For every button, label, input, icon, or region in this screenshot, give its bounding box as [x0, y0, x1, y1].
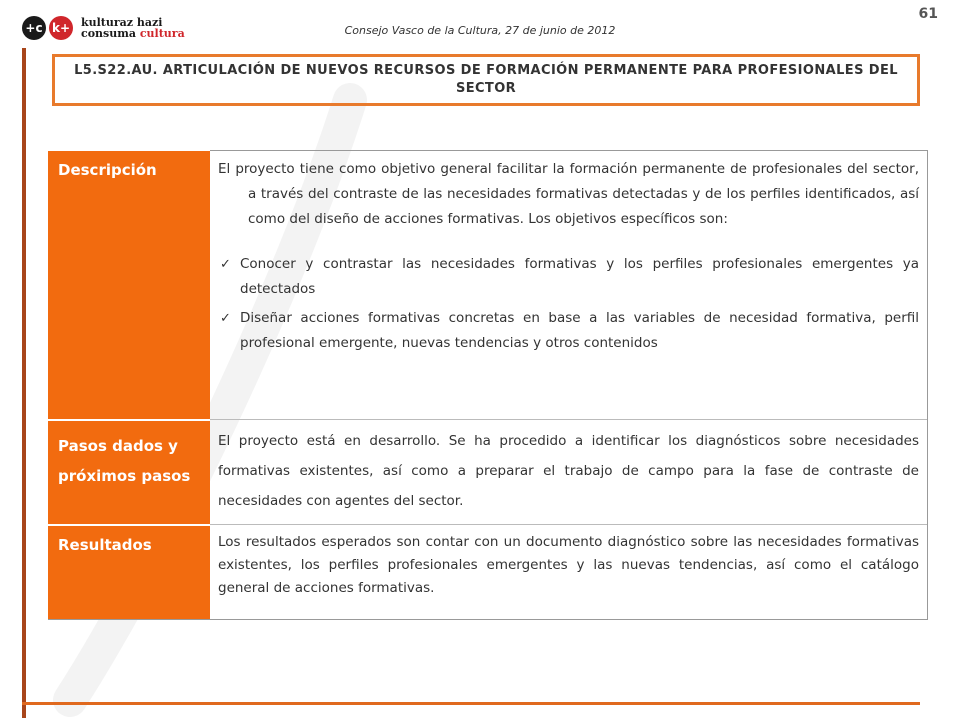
list-item — [218, 306, 919, 356]
row-label-pasos: Pasos dados y próximos pasos — [48, 420, 210, 525]
logo-wordmark — [81, 17, 185, 39]
checkmark-icon: ✓ — [220, 311, 231, 326]
logo-mark-c: +c — [22, 16, 46, 40]
header-caption: Consejo Vasco de la Cultura, 27 de junio de 2012 — [344, 24, 616, 37]
row-content-pasos: El proyecto está en desarrollo. Se ha procedido a identificar los diagnósticos sobre necesidades formativas existentes, así como a preparar el trabajo de campo para la fase de contraste de necesidades con agentes del sector. — [210, 420, 928, 525]
logo-mark-k: k+ — [49, 16, 73, 40]
row-content-descripcion — [210, 151, 928, 420]
logo — [22, 12, 185, 44]
table-row-descripcion — [48, 151, 928, 420]
bottom-horizontal-rule — [22, 702, 920, 705]
objectives-list — [218, 252, 919, 356]
page-number: 61 — [918, 6, 938, 22]
list-item — [218, 252, 919, 302]
descripcion-intro: El proyecto tiene como objetivo general facilitar la formación permanente de profesionales del sector, a través del contraste de las necesidades formativas detectadas y de los perfiles identificados, así como del diseño de acciones formativas. Los objetivos específicos son: — [218, 161, 919, 227]
row-label-resultados: Resultados — [48, 525, 210, 620]
checkmark-icon: ✓ — [220, 257, 231, 272]
logo-line-2b: cultura — [139, 27, 185, 40]
left-vertical-rule — [22, 48, 26, 718]
row-content-resultados: Los resultados esperados son contar con un documento diagnóstico sobre las necesidades formativas existentes, los perfiles profesionales emergentes y las nuevas tendencias, así como el catálogo general de acciones formativas. — [210, 525, 928, 620]
logo-line-2a: consuma — [81, 27, 140, 40]
row-label-descripcion: Descripción — [48, 151, 210, 420]
project-table — [48, 150, 928, 620]
section-title: L5.S22.AU. ARTICULACIÓN DE NUEVOS RECURSOS DE FORMACIÓN PERMANENTE PARA PROFESIONALES DEL SECTOR — [52, 54, 920, 106]
logo-line-1: kulturaz hazi — [81, 16, 163, 29]
table-row-pasos — [48, 420, 928, 525]
logo-line-2 — [81, 28, 185, 39]
table-row-resultados — [48, 525, 928, 620]
list-item-text: Diseñar acciones formativas concretas en base a las variables de necesidad formativa, perfil profesional emergente, nuevas tendencias y otros contenidos — [240, 310, 919, 351]
list-item-text: Conocer y contrastar las necesidades formativas y los perfiles profesionales emergentes ya detectados — [240, 256, 919, 297]
